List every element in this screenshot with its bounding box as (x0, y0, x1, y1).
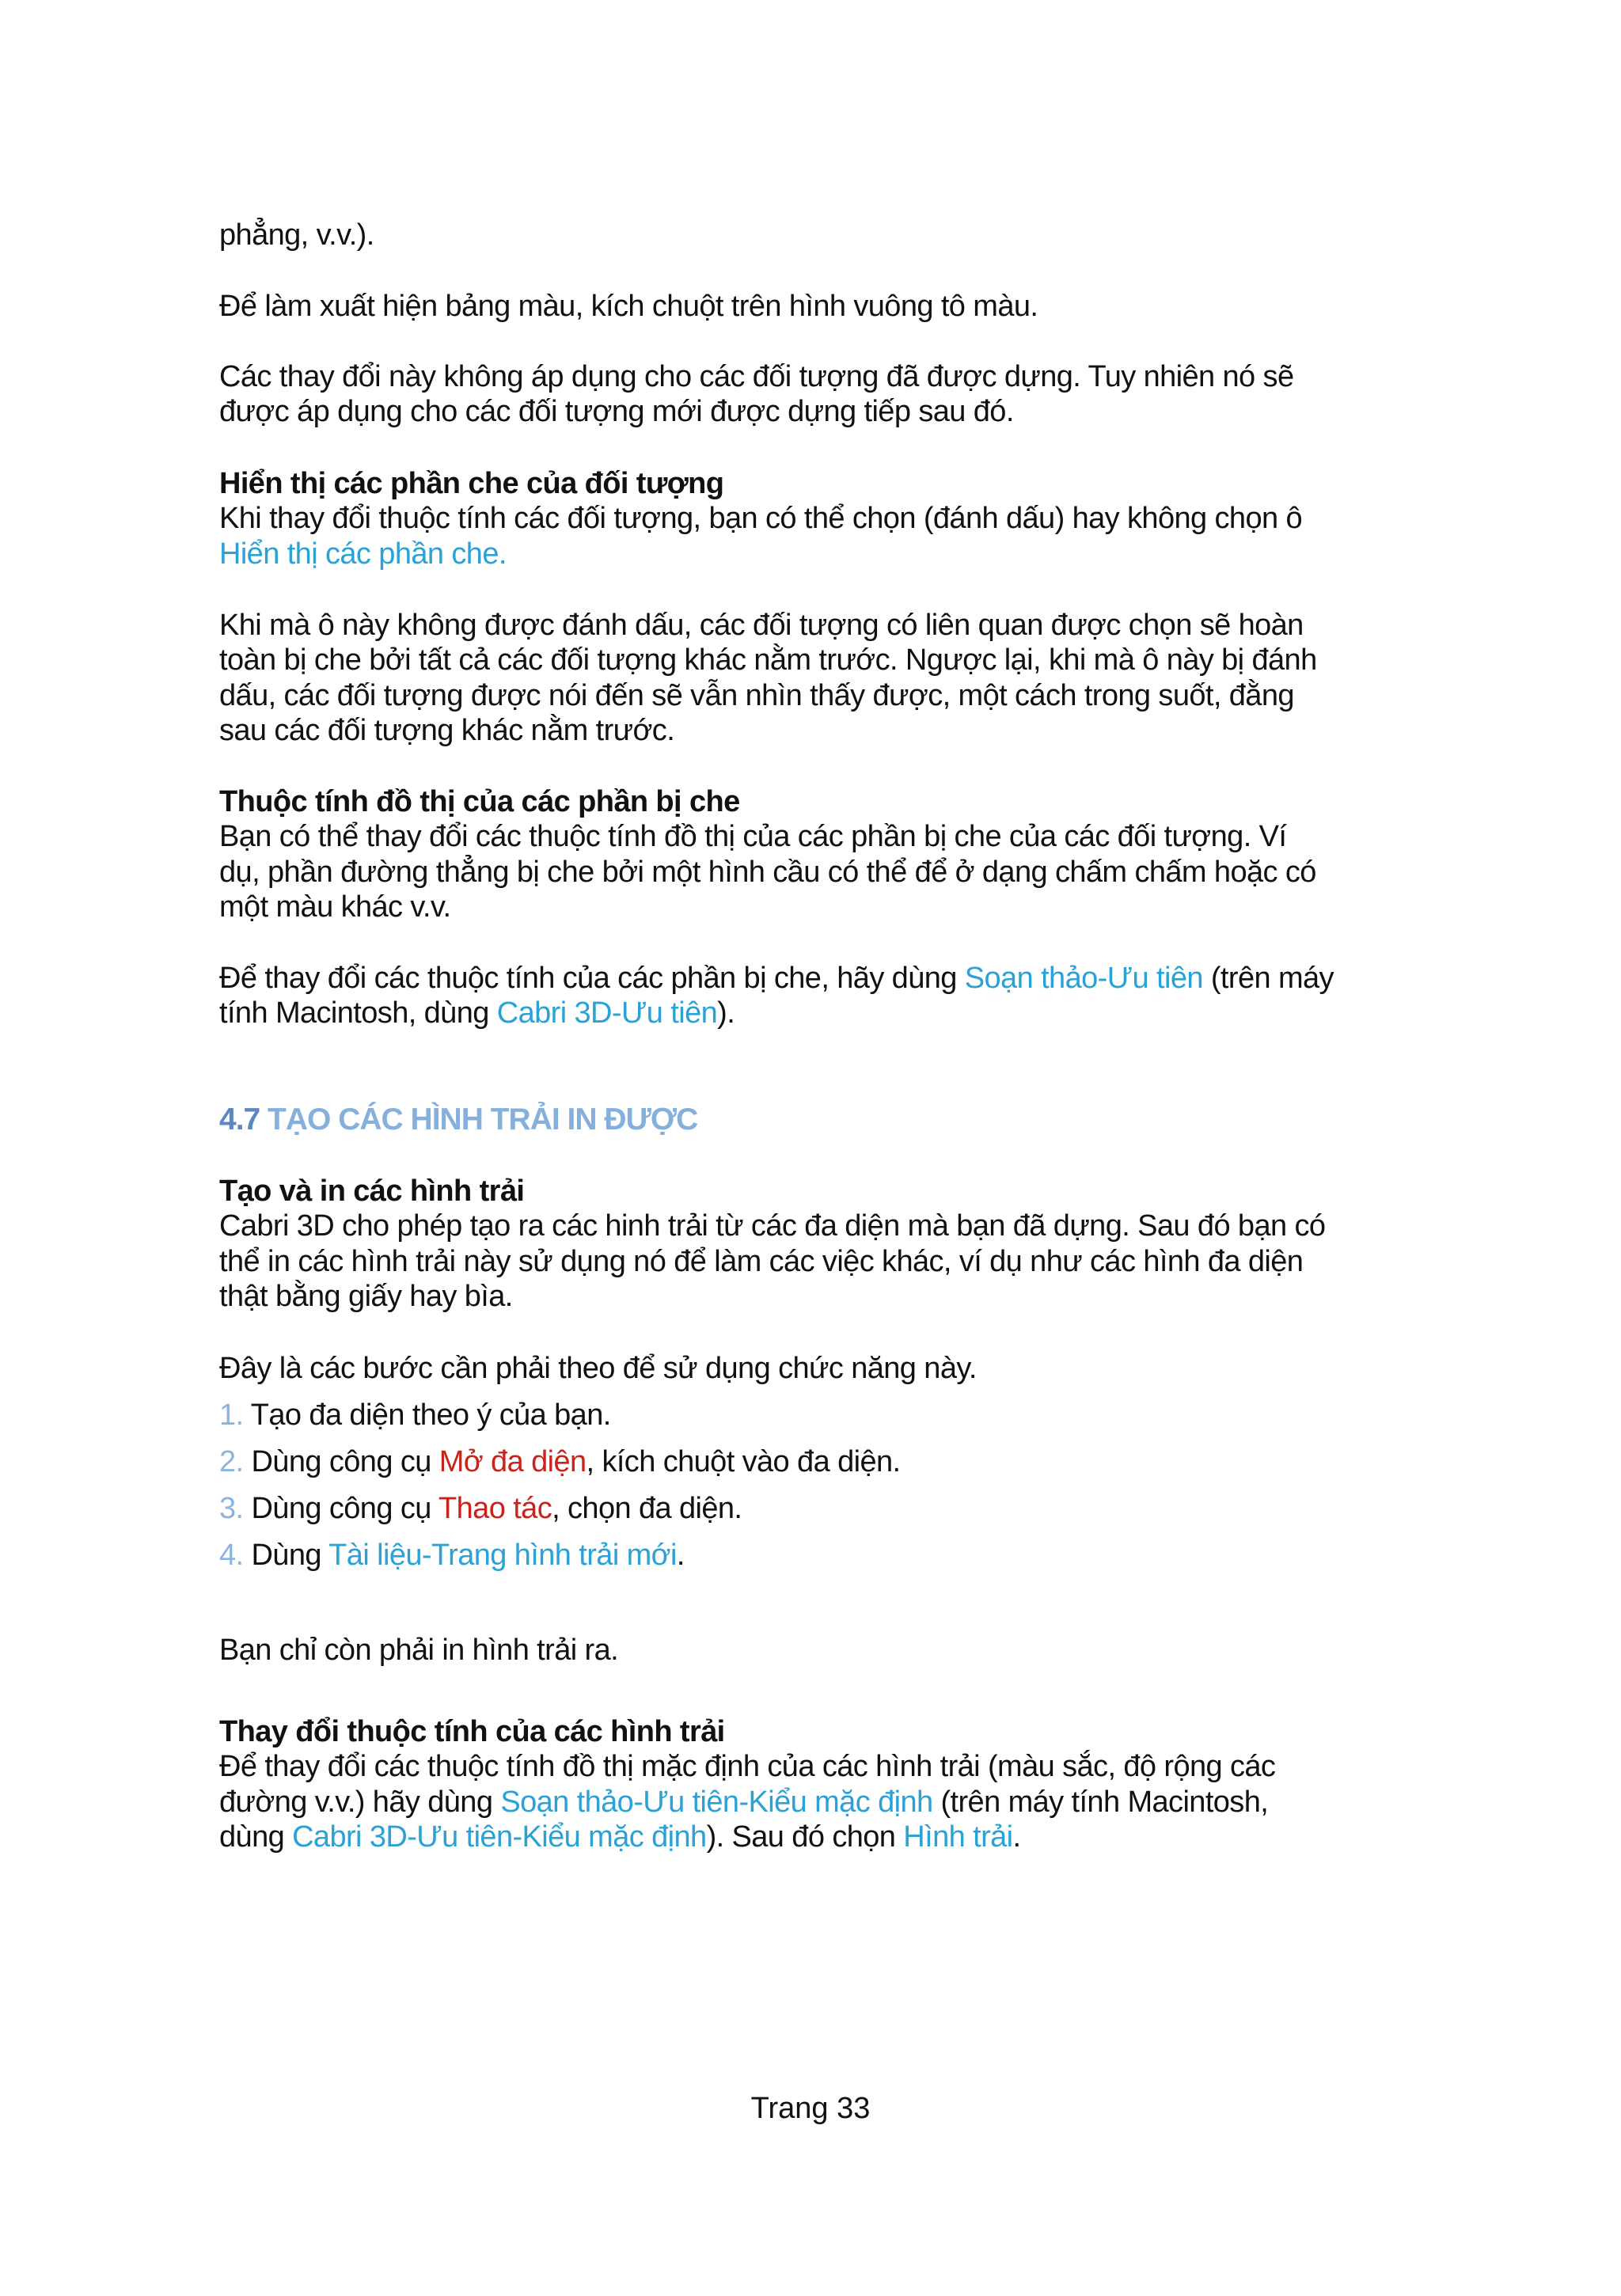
text-line (219, 537, 1422, 571)
text-run: Khi mà ô này không được đánh dấu, các đối tượng có liên quan được chọn sẽ hoàn (219, 609, 1304, 642)
text-run: (trên máy tính Macintosh, (932, 1785, 1269, 1819)
menu-reference-link[interactable]: Cabri 3D-Ưu tiên (496, 996, 718, 1030)
text-run: sau các đối tượng khác nằm trước. (219, 713, 675, 747)
text-line (219, 678, 1422, 713)
text-run: thật bằng giấy hay bìa. (219, 1279, 513, 1313)
section-hidden-attributes (219, 784, 1422, 924)
menu-reference-link[interactable]: Tài liệu-Trang hình trải mới (328, 1539, 677, 1572)
section-title (219, 1102, 1422, 1137)
para-preferences (219, 961, 1422, 1031)
text-run: phẳng, v.v.). (219, 218, 374, 252)
text-line (219, 218, 1422, 252)
text-run: toàn bị che bởi tất cả các đối tượng khác nằm trước. Ngược lại, khi mà ô này bị đánh (219, 643, 1317, 677)
section-net-attributes (219, 1714, 1422, 1854)
text-run: Để thay đổi các thuộc tính đồ thị mặc định của các hình trải (màu sắc, độ rộng các (219, 1750, 1276, 1784)
text-run: Tạo đa diện theo ý của bạn. (243, 1398, 611, 1432)
list-step-2 (219, 1444, 1422, 1479)
text-line (219, 394, 1422, 429)
menu-reference-link[interactable]: Hình trải (903, 1820, 1013, 1854)
para-print (219, 1633, 1422, 1668)
text-line (219, 713, 1422, 748)
text-line (219, 890, 1422, 924)
text-line (219, 1244, 1422, 1279)
text-line (219, 1491, 1422, 1526)
text-run: Bạn chỉ còn phải in hình trải ra. (219, 1634, 619, 1667)
tool-reference[interactable]: Mở đa diện (438, 1445, 587, 1478)
text-run: ). (717, 996, 735, 1030)
page-number: Trang 33 (750, 2092, 871, 2125)
text-line (219, 1279, 1422, 1314)
text-line (219, 819, 1422, 854)
text-run: Dùng công cụ (243, 1445, 439, 1478)
para-unchecked (219, 608, 1422, 748)
text-run: Đây là các bước cần phải theo để sử dụng chức năng này. (219, 1352, 977, 1385)
list-number: 2. (219, 1445, 244, 1478)
text-run: Dùng công cụ (243, 1492, 439, 1525)
text-line (219, 1174, 1422, 1209)
para-steps-intro (219, 1351, 1422, 1386)
subheading: Thay đổi thuộc tính của các hình trải (219, 1715, 725, 1748)
text-line (219, 1398, 1422, 1433)
menu-reference-link[interactable]: Soạn thảo-Ưu tiên-Kiểu mặc định (500, 1785, 933, 1819)
text-run: Khi thay đổi thuộc tính các đối tượng, bạn có thể chọn (đánh dấu) hay không chọn ô (219, 502, 1303, 536)
text-line (219, 643, 1422, 677)
text-line (219, 608, 1422, 643)
list-number: 3. (219, 1492, 244, 1525)
section-create-nets (219, 1174, 1422, 1314)
text-line (219, 996, 1422, 1030)
text-line (219, 855, 1422, 890)
text-run: TẠO CÁC HÌNH TRẢI IN ĐƯỢC (260, 1102, 698, 1137)
text-run: được áp dụng cho các đối tượng mới được dựng tiếp sau đó. (219, 395, 1014, 429)
subheading: Tạo và in các hình trải (219, 1175, 525, 1208)
text-line (219, 1538, 1422, 1573)
text-run: dấu, các đối tượng được nói đến sẽ vẫn nhìn thấy được, một cách trong suốt, đằng (219, 678, 1294, 712)
list-number: 1. (219, 1398, 244, 1432)
text-line (219, 501, 1422, 536)
text-run: một màu khác v.v. (219, 890, 451, 924)
text-line (219, 1209, 1422, 1243)
text-run: Để làm xuất hiện bảng màu, kích chuột trên hình vuông tô màu. (219, 290, 1038, 323)
text-run: , kích chuột vào đa diện. (586, 1445, 901, 1478)
text-run: dụ, phần đường thẳng bị che bởi một hình cầu có thể để ở dạng chấm chấm hoặc có (219, 855, 1316, 889)
text-line (219, 289, 1422, 324)
text-line (219, 1351, 1422, 1386)
menu-reference-link[interactable]: Hiển thị các phần che. (219, 537, 507, 571)
text-line (219, 466, 1422, 501)
text-line (219, 784, 1422, 819)
text-run: Dùng (243, 1539, 329, 1572)
list-step-1 (219, 1398, 1422, 1433)
text-run: . (676, 1539, 685, 1572)
text-run: đường v.v.) hãy dùng (219, 1785, 501, 1819)
text-line (219, 1633, 1422, 1668)
list-step-3 (219, 1491, 1422, 1526)
text-line (219, 1102, 1422, 1137)
text-line (219, 1820, 1422, 1854)
text-line (219, 1714, 1422, 1749)
text-run: Các thay đổi này không áp dụng cho các đối tượng đã được dựng. Tuy nhiên nó sẽ (219, 360, 1294, 393)
subheading: Hiển thị các phần che của đối tượng (219, 467, 724, 500)
text-line (219, 1785, 1422, 1820)
text-run: Để thay đổi các thuộc tính của các phần bị che, hãy dùng (219, 962, 965, 995)
menu-reference-link[interactable]: Cabri 3D-Ưu tiên-Kiểu mặc định (292, 1820, 707, 1854)
para-changes (219, 359, 1422, 430)
para-color-palette (219, 289, 1422, 324)
text-run: ). Sau đó chọn (706, 1820, 904, 1854)
text-line (219, 1749, 1422, 1784)
text-run: (trên máy (1202, 962, 1334, 995)
text-run: Cabri 3D cho phép tạo ra các hinh trải từ các đa diện mà bạn đã dựng. Sau đó bạn có (219, 1209, 1326, 1243)
text-run: Bạn có thể thay đổi các thuộc tính đồ thị của các phần bị che của các đối tượng. Ví (219, 820, 1287, 854)
text-line (219, 359, 1422, 394)
text-line (219, 1444, 1422, 1479)
text-run: , chọn đa diện. (552, 1492, 742, 1525)
text-run: tính Macintosh, dùng (219, 996, 497, 1030)
text-run: . (1012, 1820, 1021, 1854)
text-run: dùng (219, 1820, 293, 1854)
subheading: Thuộc tính đồ thị của các phần bị che (219, 785, 740, 818)
para-continued (219, 218, 1422, 252)
text-run: thể in các hình trải này sử dụng nó để làm các việc khác, ví dụ như các hình đa diện (219, 1244, 1304, 1278)
text-run: 4.7 (219, 1102, 260, 1137)
tool-reference[interactable]: Thao tác (438, 1492, 552, 1525)
list-number: 4. (219, 1539, 244, 1572)
list-step-4 (219, 1538, 1422, 1573)
text-line (219, 961, 1422, 996)
menu-reference-link[interactable]: Soạn thảo-Ưu tiên (964, 962, 1203, 995)
section-hidden-parts (219, 466, 1422, 571)
